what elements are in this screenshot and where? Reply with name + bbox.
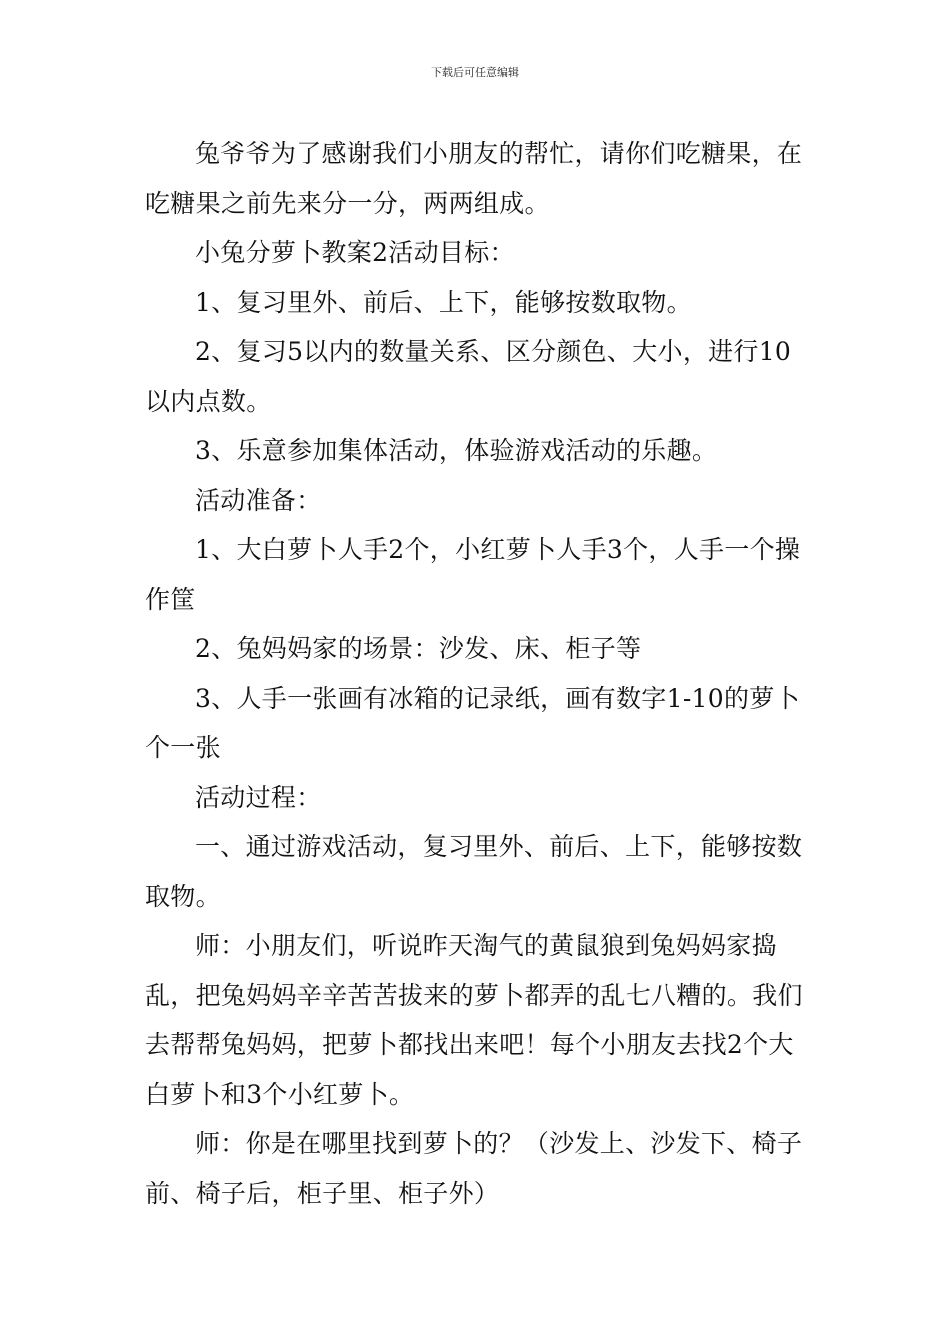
paragraph-9: 3、人手一张画有冰箱的记录纸，画有数字1-10的萝卜个一张 [145, 683, 800, 762]
paragraph-12: 师：小朋友们，听说昨天淘气的黄鼠狼到兔妈妈家捣乱，把兔妈妈辛辛苦苦拔来的萝卜都弄的乱七八糟的。我们去帮帮兔妈妈，把萝卜都找出来吧！每个小朋友去找2个大白萝卜和3个小红萝卜。 [145, 931, 803, 1109]
paragraph-2: 小兔分萝卜教案2活动目标： [195, 238, 515, 267]
paragraph-7: 1、大白萝卜人手2个，小红萝卜人手3个，人手一个操作筐 [145, 535, 801, 614]
paragraph-4: 2、复习5以内的数量关系、区分颜色、大小，进行10以内点数。 [145, 337, 792, 416]
paragraph-10: 活动过程： [195, 782, 322, 812]
page-header: 下载后可任意编辑 [431, 66, 519, 79]
paragraph-11: 一、通过游戏活动，复习里外、前后、上下，能够按数取物。 [145, 832, 803, 911]
paragraph-6: 活动准备： [195, 485, 322, 515]
paragraph-8: 2、兔妈妈家的场景：沙发、床、柜子等 [195, 634, 642, 663]
paragraph-13: 师：你是在哪里找到萝卜的？（沙发上、沙发下、椅子前、椅子后，柜子里、柜子外） [145, 1129, 803, 1208]
paragraph-1: 兔爷爷为了感谢我们小朋友的帮忙，请你们吃糖果，在吃糖果之前先来分一分，两两组成。 [145, 139, 803, 218]
paragraph-5: 3、乐意参加集体活动，体验游戏活动的乐趣。 [195, 436, 718, 465]
document-body [145, 129, 810, 1218]
paragraph-3: 1、复习里外、前后、上下，能够按数取物。 [195, 287, 692, 317]
